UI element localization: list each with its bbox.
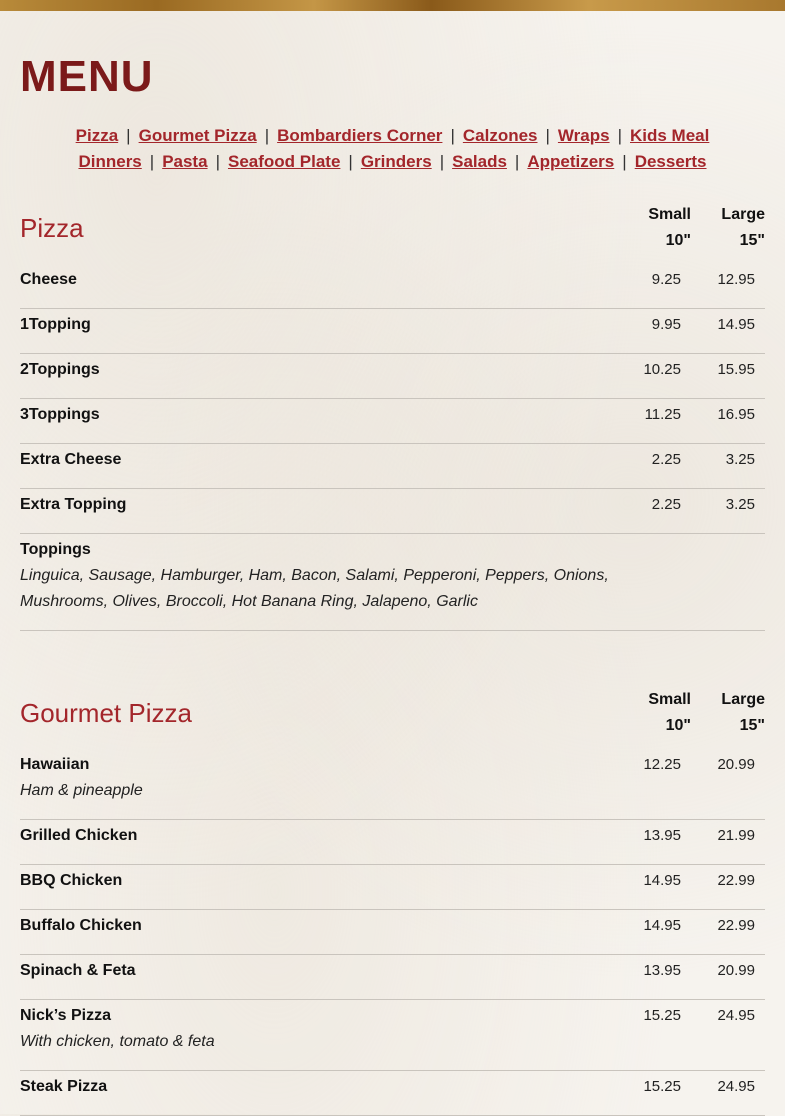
menu-item-row-toppings (20, 534, 765, 631)
nav-separator: | (545, 126, 550, 145)
item-name: 2Toppings (20, 361, 100, 378)
nav-link-appetizers[interactable]: Appetizers (527, 152, 615, 171)
price-large: 3.25 (725, 496, 755, 513)
item-name: BBQ Chicken (20, 872, 123, 889)
price-small: 14.95 (643, 917, 681, 934)
menu-item-row (20, 489, 765, 534)
nav-separator: | (439, 152, 445, 171)
price-small: 15.25 (643, 1007, 681, 1024)
nav-separator: | (514, 152, 520, 171)
nav-link-calzones[interactable]: Calzones (462, 126, 538, 145)
price-small: 10.25 (643, 361, 681, 378)
column-header-large (721, 687, 765, 739)
column-header-size: 15" (739, 717, 765, 734)
column-header-small (648, 202, 691, 254)
nav-link-gourmet-pizza[interactable]: Gourmet Pizza (138, 126, 257, 145)
price-small: 9.95 (651, 316, 681, 333)
column-header-label: Small (648, 206, 691, 223)
price-large: 16.95 (717, 406, 755, 423)
price-small: 13.95 (643, 827, 681, 844)
item-name: Nick’s Pizza (20, 1007, 112, 1024)
item-name: Spinach & Feta (20, 962, 136, 979)
price-small: 2.25 (651, 496, 681, 513)
item-name: Extra Topping (20, 496, 127, 513)
menu-item-row (20, 820, 765, 865)
price-small: 12.25 (643, 756, 681, 773)
menu-item-row (20, 955, 765, 1000)
nav-separator: | (264, 126, 270, 145)
category-nav-row-1 (20, 123, 765, 149)
menu-item-row (20, 749, 765, 820)
nav-link-wraps[interactable]: Wraps (557, 126, 610, 145)
section-title: Pizza (20, 213, 84, 243)
item-description: Linguica, Sausage, Hamburger, Ham, Bacon, Salami, Pepperoni, Peppers, Onions, Mushrooms, Olives, Broccoli, Hot Banana Ring, Jalapeno, Garlic (20, 567, 609, 610)
menu-item-row (20, 1000, 765, 1071)
menu-item-row (20, 910, 765, 955)
item-name: Steak Pizza (20, 1078, 108, 1095)
item-name: Hawaiian (20, 756, 90, 773)
menu-item-row (20, 1071, 765, 1116)
price-large: 21.99 (717, 827, 755, 844)
nav-link-pizza[interactable]: Pizza (75, 126, 119, 145)
price-large: 14.95 (717, 316, 755, 333)
menu-item-row (20, 444, 765, 489)
price-small: 9.25 (651, 271, 681, 288)
column-header-large (721, 202, 765, 254)
price-large: 22.99 (717, 872, 755, 889)
nav-link-desserts[interactable]: Desserts (634, 152, 707, 171)
nav-separator: | (215, 152, 220, 171)
column-header-small (648, 687, 691, 739)
nav-separator: | (622, 152, 627, 171)
price-small: 11.25 (644, 406, 681, 423)
column-header-size: 15" (739, 232, 765, 249)
nav-link-bombardiers-corner[interactable]: Bombardiers Corner (277, 126, 443, 145)
item-name: Cheese (20, 271, 77, 288)
item-name: Buffalo Chicken (20, 917, 142, 934)
price-large: 20.99 (717, 756, 755, 773)
price-small: 2.25 (651, 451, 681, 468)
page-title: MENU (20, 52, 154, 101)
column-header-size: 10" (665, 717, 691, 734)
nav-link-grinders[interactable]: Grinders (360, 152, 432, 171)
nav-separator: | (450, 126, 455, 145)
category-nav-row-2 (20, 149, 765, 175)
column-header-label: Large (721, 206, 765, 223)
nav-link-seafood-plate[interactable]: Seafood Plate (227, 152, 341, 171)
price-large: 24.95 (717, 1007, 755, 1024)
item-name: Grilled Chicken (20, 827, 138, 844)
menu-item-row (20, 264, 765, 309)
item-name: Extra Cheese (20, 451, 122, 468)
item-description: Ham & pineapple (20, 782, 143, 799)
nav-separator: | (617, 126, 622, 145)
item-name: Toppings (20, 541, 91, 558)
nav-link-salads[interactable]: Salads (452, 152, 507, 171)
section-pizza (20, 202, 765, 631)
section-gourmet-pizza (20, 687, 765, 1116)
section-title: Gourmet Pizza (20, 698, 192, 728)
nav-link-kids-meal[interactable]: Kids Meal (630, 126, 710, 145)
price-small: 14.95 (643, 872, 681, 889)
price-large: 12.95 (717, 271, 755, 288)
item-description: With chicken, tomato & feta (20, 1033, 215, 1050)
item-name: 3Toppings (20, 406, 100, 423)
column-header-label: Large (721, 691, 765, 708)
nav-separator: | (348, 152, 353, 171)
nav-separator: | (126, 126, 131, 145)
price-large: 3.25 (725, 451, 755, 468)
nav-link-pasta[interactable]: Pasta (162, 152, 208, 171)
nav-separator: | (149, 152, 155, 171)
price-large: 24.95 (717, 1078, 755, 1095)
menu-item-row (20, 309, 765, 354)
price-large: 20.99 (717, 962, 755, 979)
column-header-label: Small (648, 691, 691, 708)
top-decorative-bar (0, 0, 785, 11)
nav-link-dinners[interactable]: Dinners (78, 152, 142, 171)
price-large: 15.95 (717, 361, 755, 378)
price-large: 22.99 (717, 917, 755, 934)
menu-item-row (20, 399, 765, 444)
menu-item-row (20, 865, 765, 910)
item-name: 1Topping (20, 316, 91, 333)
price-small: 13.95 (643, 962, 681, 979)
price-small: 15.25 (643, 1078, 681, 1095)
section-header (20, 202, 765, 264)
menu-item-row (20, 354, 765, 399)
section-header (20, 687, 765, 749)
column-header-size: 10" (665, 232, 691, 249)
